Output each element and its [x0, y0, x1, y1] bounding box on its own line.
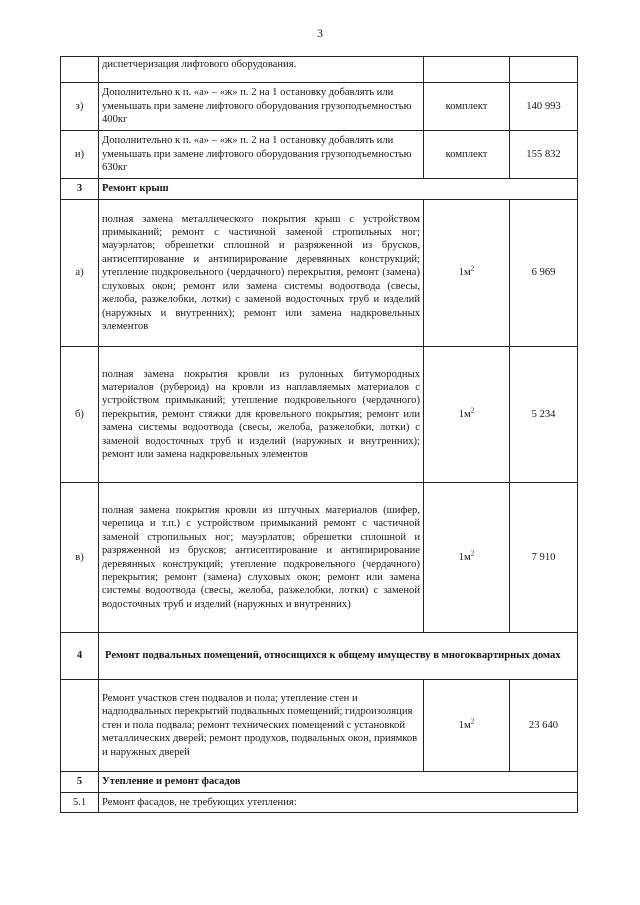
row-description: Дополнительно к п. «а» – «ж» п. 2 на 1 остановку добавлять или уменьшать при замене лифтового оборудования грузоподъемностью 400кг — [99, 83, 424, 131]
row-unit: комплект — [424, 83, 510, 131]
row-price: 7 910 — [510, 483, 578, 633]
row-description: полная замена покрытия кровли из рулонных битумородных материалов (рубероид) на кровли из наплавляемых материалов с устройством примыканий; утепление подкровельного (чердачного) перекрытия, ремонт стяжки для кровельного покрытия; ремонт или замена системы водоотвода (свесы, желоба, разжелобки, лотки) с заменой водосточных труб и изделий (наружных и внутренних); ремонт или замена надкровельных элементов — [99, 347, 424, 483]
section-number: 3 — [61, 179, 99, 200]
section-row — [61, 772, 578, 793]
section-title: Ремонт подвальных помещений, относящихся к общему имуществу в многоквартирных домах — [99, 633, 578, 680]
row-number — [61, 57, 99, 83]
table-row — [61, 200, 578, 347]
table-row — [61, 131, 578, 179]
price-table — [60, 56, 578, 813]
row-price: 5 234 — [510, 347, 578, 483]
section-row — [61, 179, 578, 200]
row-number: з) — [61, 83, 99, 131]
row-number: а) — [61, 200, 99, 347]
row-unit: $1м^2$ — [424, 347, 510, 483]
row-unit — [424, 57, 510, 83]
section-title: Ремонт крыш — [99, 179, 578, 200]
row-price: 6 969 — [510, 200, 578, 347]
row-description: полная замена металлического покрытия крыш с устройством примыканий; ремонт с частичной заменой стропильных ног; мауэрлатов; обрешетки сплошной и разряженной из брусков, антисептирование и антипирирование деревянных конструкций; утепление подкровельного (чердачного) перекрытия, ремонт (замена) слуховых окон; ремонт или замена системы водоотвода (свесы, желоба, разжелобки, лотки) с заменой водосточных труб и изделий (наружных и внутренних); ремонт или замена надкровельных элементов — [99, 200, 424, 347]
page-number: 3 — [317, 26, 323, 40]
row-unit: $1м^2$ — [424, 200, 510, 347]
row-price: 23 640 — [510, 680, 578, 772]
row-description: диспетчеризация лифтового оборудования. — [99, 57, 424, 83]
row-price — [510, 57, 578, 83]
table-row — [61, 680, 578, 772]
table-row — [61, 83, 578, 131]
row-number: в) — [61, 483, 99, 633]
table-row — [61, 57, 578, 83]
row-number: и) — [61, 131, 99, 179]
row-description: Ремонт участков стен подвалов и пола; утепление стен и надподвальных перекрытий подвальных помещений; гидроизоляция стен и пола подвала; ремонт технических помещений с установкой металлических дверей; ремонт продухов, подвальных окон, приямков и наружных дверей — [99, 680, 424, 772]
row-price: 155 832 — [510, 131, 578, 179]
row-number: б) — [61, 347, 99, 483]
row-unit: комплект — [424, 131, 510, 179]
row-number: 5.1 — [61, 793, 99, 813]
table-row — [61, 347, 578, 483]
row-description: Дополнительно к п. «а» – «ж» п. 2 на 1 остановку добавлять или уменьшать при замене лифтового оборудования грузоподъемностью 630кг — [99, 131, 424, 179]
table-row — [61, 793, 578, 813]
row-price: 140 993 — [510, 83, 578, 131]
section-row — [61, 633, 578, 680]
row-number — [61, 680, 99, 772]
section-number: 5 — [61, 772, 99, 793]
section-title: Утепление и ремонт фасадов — [99, 772, 578, 793]
row-unit: $1м^2$ — [424, 483, 510, 633]
table-row — [61, 483, 578, 633]
section-number: 4 — [61, 633, 99, 680]
row-description: Ремонт фасадов, не требующих утепления: — [99, 793, 578, 813]
row-unit: $1м^2$ — [424, 680, 510, 772]
row-description: полная замена покрытия кровли из штучных материалов (шифер, черепица и т.п.) с устройством примыканий ремонт с частичной заменой стропильных ног; мауэрлатов; обрешетки сплошной и разряженной из брусков; антисептирование и антипирирование деревянных конструкций; утепление подкровельного (чердачного) перекрытия; ремонт (замена) слуховых окон; ремонт или замена системы водоотвода (свесы, желоба, разжелобки, лотки) с заменой водосточных труб и изделий (наружных и внутренних) — [99, 483, 424, 633]
